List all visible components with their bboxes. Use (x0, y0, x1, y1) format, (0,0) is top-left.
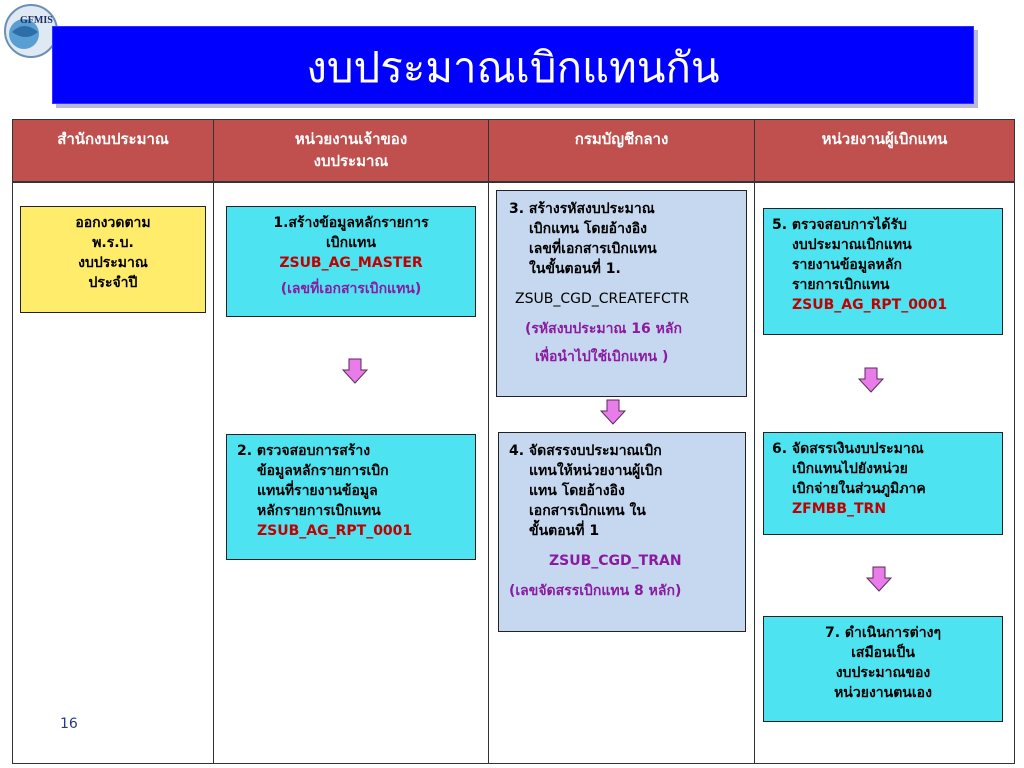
step-6 (763, 432, 1003, 535)
column-header-text: กรมบัญชีกลาง (574, 130, 669, 148)
step-text: งบประมาณ (78, 255, 148, 271)
step-note: เพื่อนำไปใช้เบิกแทน ) (535, 349, 669, 365)
page-title: งบประมาณเบิกแทนกัน (306, 43, 720, 92)
step-text: ขั้นตอนที่ 1 (529, 523, 600, 539)
transaction-code: ZSUB_AG_RPT_0001 (257, 523, 413, 539)
step-text: ในขั้นตอนที่ 1. (529, 261, 621, 277)
step-5 (763, 208, 1003, 335)
step-text: เบิกแทน (326, 235, 376, 251)
step-text: แทน โดยอ้างอิง (529, 483, 625, 499)
step-text: รายการเบิกแทน (792, 277, 890, 293)
step-text: แทนให้หน่วยงานผู้เบิก (529, 463, 663, 479)
column-header-budget-owner (214, 120, 488, 181)
transaction-code: ZSUB_CGD_TRAN (549, 553, 682, 569)
step-text: รายงานข้อมูลหลัก (792, 257, 902, 273)
column-header-disbursing-agency (755, 120, 1014, 181)
down-arrow-icon (866, 566, 892, 592)
step-text: 3. สร้างรหัสงบประมาณ (509, 201, 655, 217)
column-header-text: งบประมาณ (313, 152, 389, 170)
step-text: หลักรายการเบิกแทน (257, 503, 381, 519)
step-text: 4. จัดสรรงบประมาณเบิก (509, 443, 662, 459)
column-divider (488, 119, 489, 764)
step-text: เบิกจ่ายในส่วนภูมิภาค (792, 481, 926, 497)
page-number: 16 (60, 716, 78, 732)
step-text: งบประมาณของ (835, 665, 931, 681)
step-text: หน่วยงานตนเอง (834, 685, 932, 701)
column-header-text: สำนักงบประมาณ (57, 130, 169, 148)
step-4 (498, 432, 746, 632)
column-divider (754, 119, 755, 764)
step-text: 7. ดำเนินการต่างๆ (825, 625, 941, 641)
step-text: เลขที่เอกสารเบิกแทน (529, 241, 657, 257)
step-text: พ.ร.บ. (92, 235, 134, 251)
step-2 (226, 434, 476, 560)
down-arrow-icon (858, 367, 884, 393)
step-text: เบิกแทน โดยอ้างอิง (529, 221, 648, 237)
step-1 (226, 206, 476, 317)
step-text: แทนที่รายงานข้อมูล (257, 483, 378, 499)
step-note: (เลขจัดสรรเบิกแทน 8 หลัก) (509, 583, 682, 599)
step-text: ออกงวดตาม (75, 215, 151, 231)
step-text: งบประมาณเบิกแทน (792, 237, 912, 253)
step-issue-allotment (20, 206, 206, 313)
step-text: 1.สร้างข้อมูลหลักรายการ (273, 215, 429, 231)
column-header-text: หน่วยงานผู้เบิกแทน (821, 130, 948, 148)
transaction-code: ZSUB_AG_RPT_0001 (792, 297, 948, 313)
down-arrow-icon (342, 358, 368, 384)
column-header-comptroller (489, 120, 754, 181)
transaction-code: ZSUB_AG_MASTER (279, 255, 423, 271)
transaction-code: ZSUB_CGD_CREATEFCTR (515, 291, 690, 307)
column-header-budget-bureau (13, 120, 213, 181)
step-text: ประจำปี (88, 275, 138, 291)
step-7 (763, 616, 1003, 722)
step-text: 5. ตรวจสอบการได้รับ (772, 217, 907, 233)
column-divider (213, 119, 214, 764)
step-note: (รหัสงบประมาณ 16 หลัก (525, 321, 682, 337)
step-text: 6. จัดสรรเงินงบประมาณ (772, 441, 924, 457)
step-3 (496, 190, 747, 397)
step-text: เอกสารเบิกแทน ใน (529, 503, 646, 519)
column-header-text: หน่วยงานเจ้าของ (294, 130, 408, 148)
down-arrow-icon (600, 399, 626, 425)
title-bar (52, 26, 974, 104)
step-note: (เลขที่เอกสารเบิกแทน) (280, 281, 422, 297)
logo-text: GFMIS (20, 15, 53, 26)
transaction-code: ZFMBB_TRN (792, 501, 887, 517)
step-text: 2. ตรวจสอบการสร้าง (237, 443, 371, 459)
step-text: ข้อมูลหลักรายการเบิก (257, 463, 389, 479)
header-divider (12, 181, 1015, 183)
step-text: เบิกแทนไปยังหน่วย (792, 461, 908, 477)
step-text: เสมือนเป็น (851, 645, 915, 661)
